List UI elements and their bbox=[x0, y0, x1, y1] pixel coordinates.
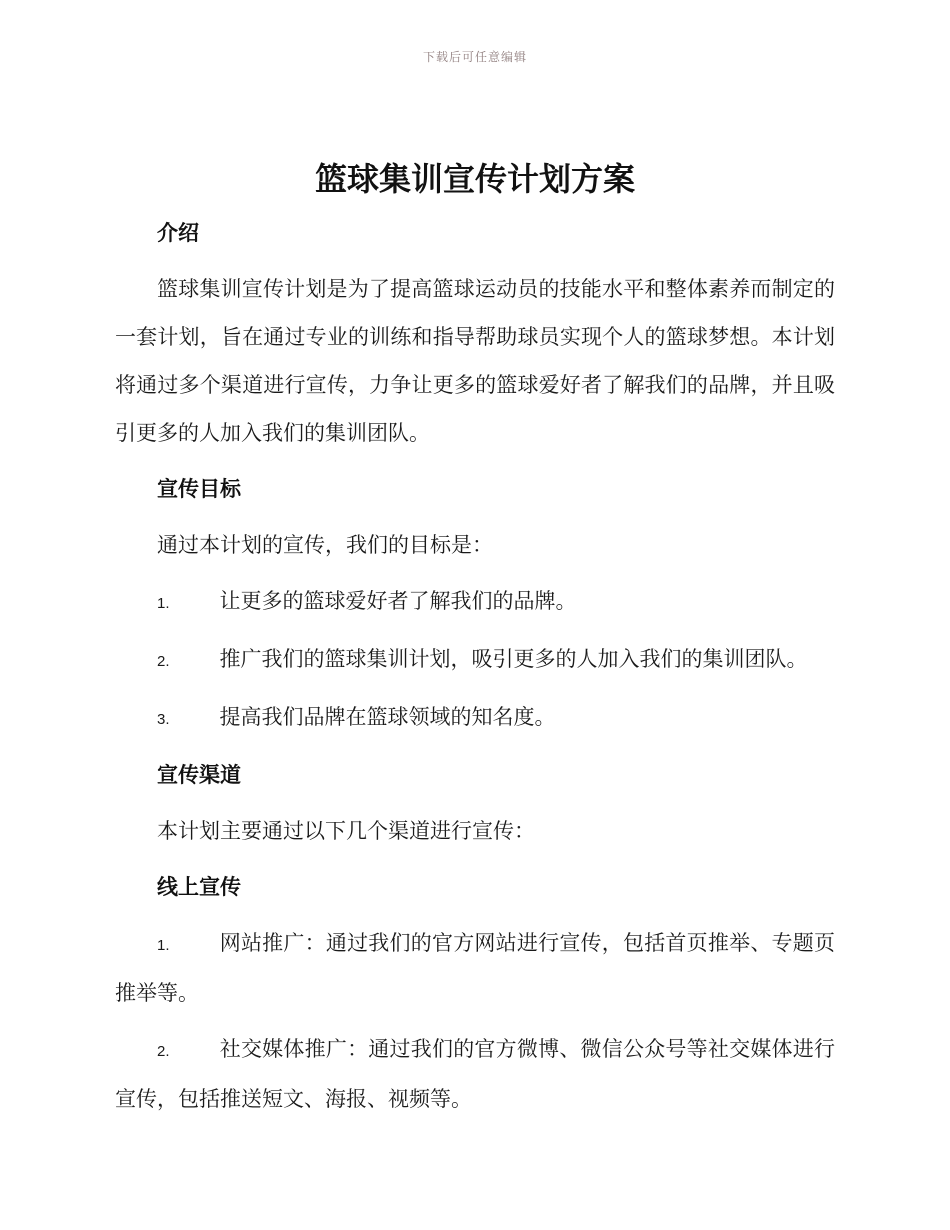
header-note: 下载后可任意编辑 bbox=[422, 50, 527, 64]
document-body bbox=[115, 210, 835, 1124]
paragraph-goals-intro: 通过本计划的宣传，我们的目标是： bbox=[157, 533, 493, 557]
list-number: 1. bbox=[157, 594, 170, 612]
list-item-text: 让更多的篮球爱好者了解我们的品牌。 bbox=[219, 589, 577, 613]
paragraph-intro: 篮球集训宣传计划是为了提高篮球运动员的技能水平和整体素养而制定的一套计划，旨在通过专业的训练和指导帮助球员实现个人的篮球梦想。本计划将通过多个渠道进行宣传，力争让更多的篮球爱好者了解我们的品牌，并且吸引更多的人加入我们的集训团队。 bbox=[115, 277, 835, 445]
list-item-text: 网站推广：通过我们的官方网站进行宣传，包括首页推举、专题页推举等。 bbox=[115, 931, 835, 1005]
list-item-text: 社交媒体推广：通过我们的官方微博、微信公众号等社交媒体进行宣传，包括推送短文、海报、视频等。 bbox=[115, 1037, 835, 1111]
section-heading-channels: 宣传渠道 bbox=[157, 763, 241, 787]
list-item-goal-3 bbox=[115, 694, 835, 744]
paragraph-channels-intro: 本计划主要通过以下几个渠道进行宣传： bbox=[157, 819, 535, 843]
document-title: 篮球集训宣传计划方案 bbox=[314, 161, 635, 197]
list-number: 3. bbox=[157, 710, 170, 728]
list-item-goal-2 bbox=[115, 636, 835, 686]
list-item-text: 提高我们品牌在篮球领域的知名度。 bbox=[219, 705, 556, 729]
list-item-online-1 bbox=[115, 920, 835, 1018]
section-heading-online: 线上宣传 bbox=[157, 875, 241, 899]
list-item-online-2 bbox=[115, 1026, 835, 1124]
section-heading-intro: 介绍 bbox=[157, 221, 199, 245]
list-number: 2. bbox=[157, 1042, 170, 1060]
list-number: 2. bbox=[157, 652, 170, 670]
section-heading-goals: 宣传目标 bbox=[157, 477, 241, 501]
list-item-goal-1 bbox=[115, 578, 835, 628]
list-number: 1. bbox=[157, 936, 170, 954]
list-item-text: 推广我们的篮球集训计划，吸引更多的人加入我们的集训团队。 bbox=[219, 647, 808, 671]
